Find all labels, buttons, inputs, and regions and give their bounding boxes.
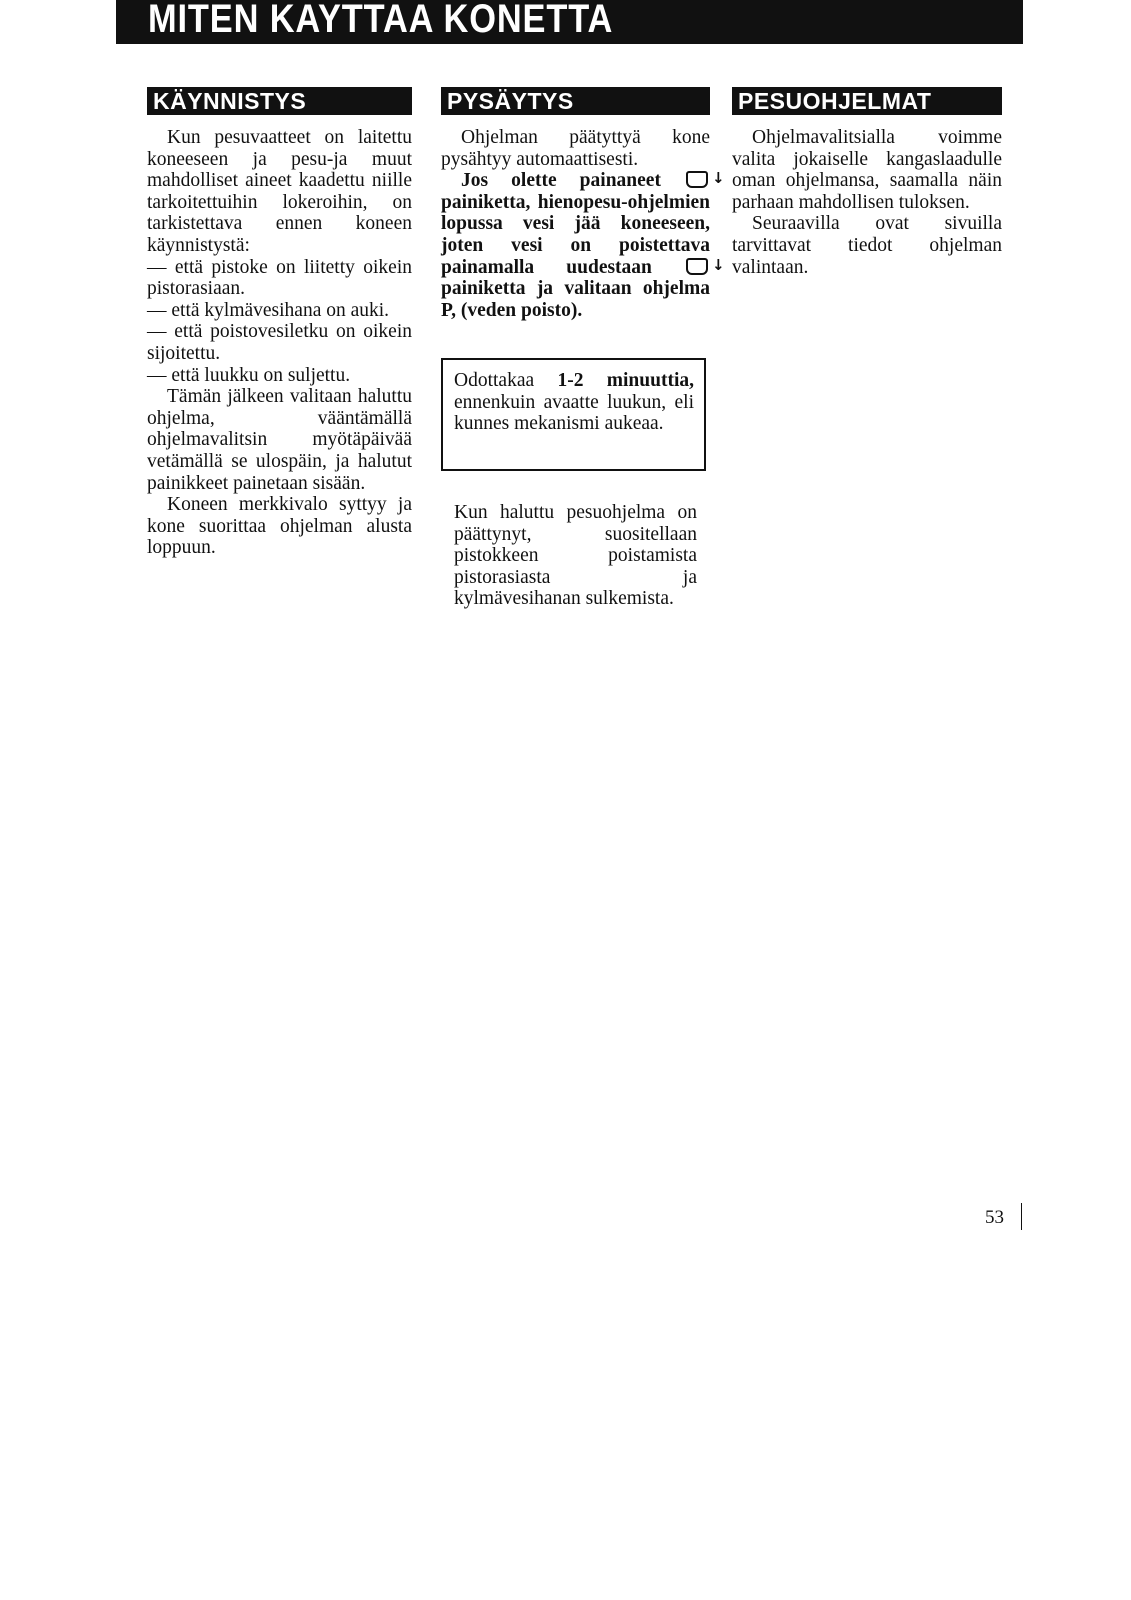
section-pesuohjelmat <box>732 87 1002 278</box>
checklist-item: — että pistoke on liitetty oikein pistorasiaan. <box>147 256 412 300</box>
warning-text: Jos olette painaneet <box>461 170 661 192</box>
notice-text: Odottakaa <box>454 370 535 391</box>
notice-emphasis: 1-2 minuuttia, <box>557 370 694 391</box>
paragraph: Kun pesuvaatteet on laitettu koneeseen ja pesu-ja muut mahdolliset aineet kaadettu niille tarkoitettuihin lokeroihin, on tarkistettava ennen koneen käynnistystä: <box>147 127 412 256</box>
after-note: Kun haluttu pesuohjelma on päättynyt, suositellaan pistokkeen poistamista pistorasiasta ja kylmävesihanan sulkemista. <box>454 502 697 610</box>
warning-paragraph <box>441 170 710 321</box>
section-heading: KÄYNNISTYS <box>147 87 412 115</box>
half-load-button-icon <box>686 171 708 188</box>
section-heading: PYSÄYTYS <box>441 87 710 115</box>
page-number: 53 <box>985 1207 1004 1228</box>
notice-box <box>441 358 706 471</box>
paragraph: Seuraavilla ovat sivuilla tarvittavat tiedot ohjelman valintaan. <box>732 213 1002 278</box>
paragraph: Ohjelmavalitsialla voimme valita jokaiselle kangaslaadulle oman ohjelmansa, saamalla näin parhaan mahdollisen tuloksen. <box>732 127 1002 213</box>
notice-text: ennenkuin avaatte luukun, eli kunnes mekanismi aukeaa. <box>454 391 694 435</box>
checklist-item: — että luukku on suljettu. <box>147 364 351 386</box>
warning-text: painiketta, hienopesu-ohjelmien lopussa vesi jää koneeseen, joten vesi on poistettava painamalla uudestaan <box>441 191 710 278</box>
section-kaynnistys <box>147 87 412 559</box>
page-title: MITEN KAYTTAA KONETTA <box>148 0 614 41</box>
paragraph: Ohjelman päätyttyä kone pysähtyy automaattisesti. <box>441 127 710 170</box>
section-body <box>732 127 1002 278</box>
warning-text: painiketta ja valitaan ohjelma P, (veden poisto). <box>441 278 710 321</box>
section-heading: PESUOHJELMAT <box>732 87 1002 115</box>
section-body <box>441 127 710 321</box>
paragraph: Tämän jälkeen valitaan haluttu ohjelma, vääntämällä ohjelmavalitsin myötäpäivää vetämällä se ulospäin, ja halutut painikkeet painetaan sisään. <box>147 386 412 494</box>
page-number-rule <box>1021 1203 1022 1230</box>
page-title-bar <box>116 0 1023 44</box>
checklist-item: — että poistovesiletku on oikein sijoitettu. <box>147 321 412 364</box>
paragraph: Koneen merkkivalo syttyy ja kone suorittaa ohjelman alusta loppuun. <box>147 494 412 559</box>
checklist-item: — että kylmävesihana on auki. <box>147 299 390 321</box>
section-body <box>147 127 412 559</box>
section-pysaytys <box>441 87 710 321</box>
half-load-button-icon <box>686 258 708 275</box>
